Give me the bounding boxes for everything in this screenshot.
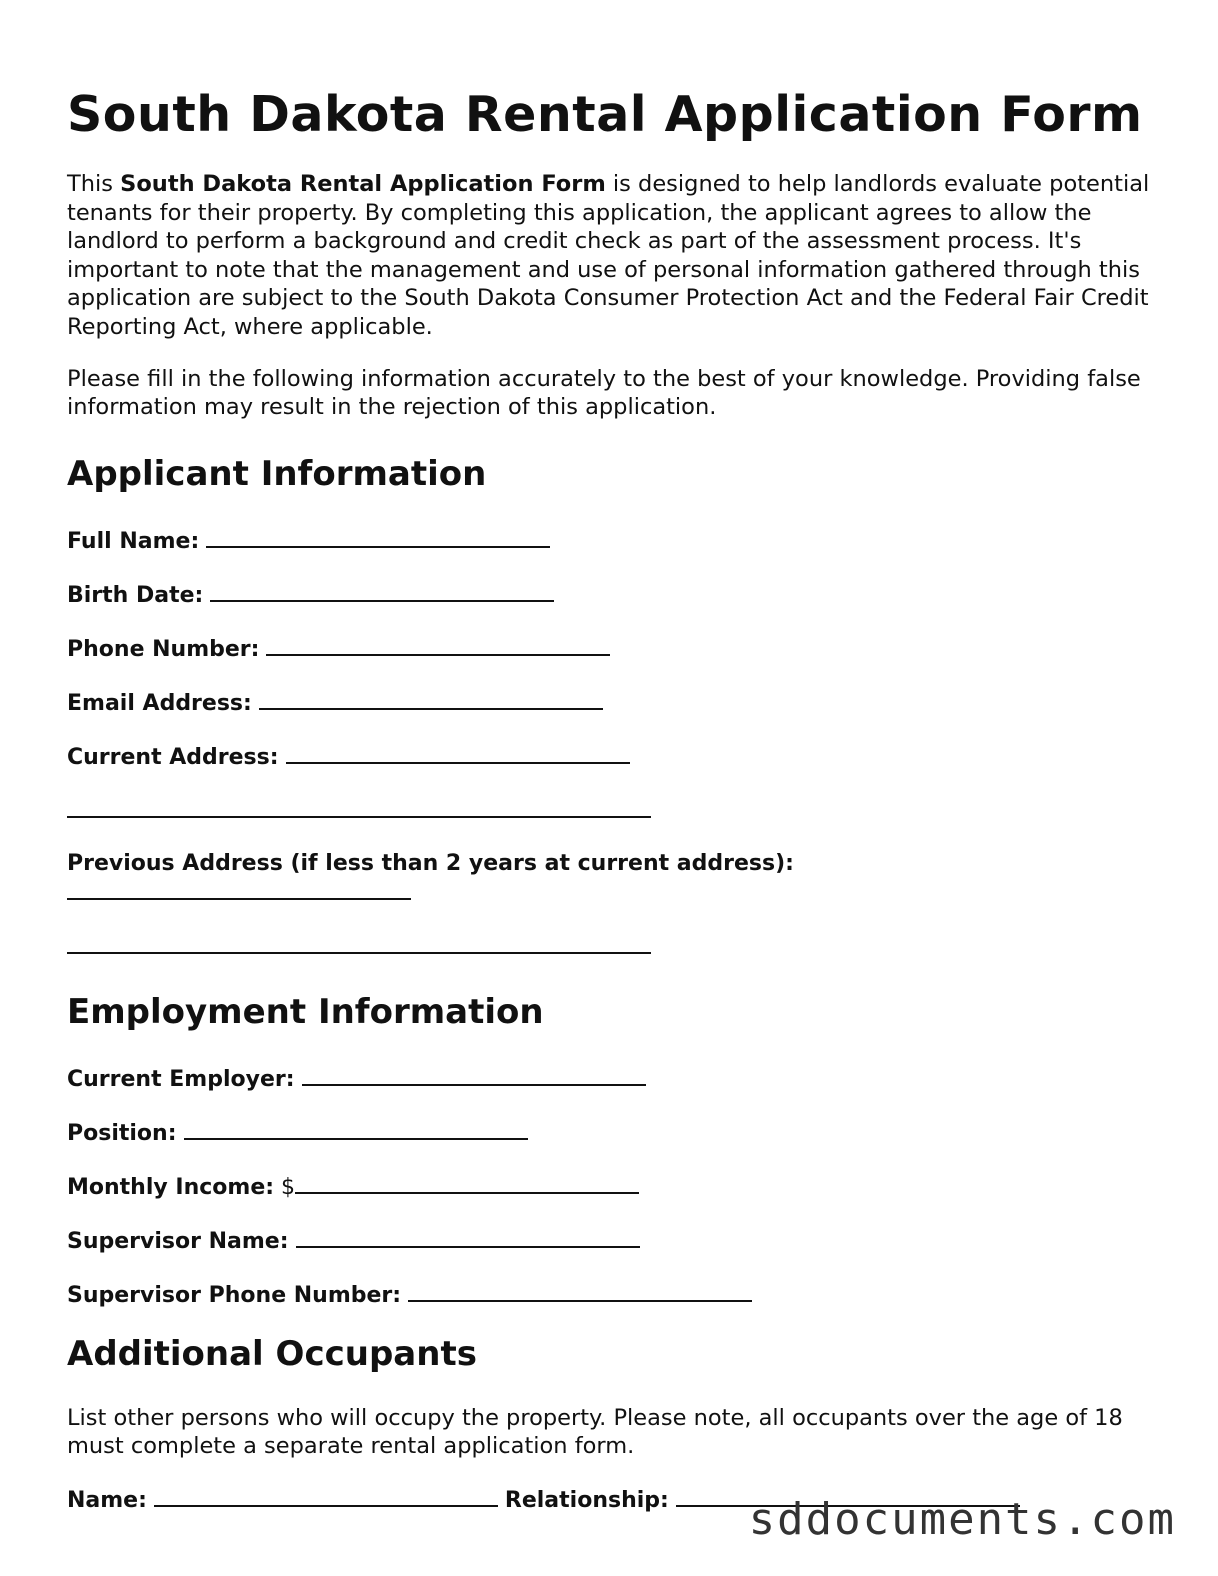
- employment-heading: Employment Information: [67, 991, 544, 1032]
- employer-blank[interactable]: [302, 1064, 646, 1086]
- supervisor-name-field: [67, 1226, 1157, 1256]
- full-name-field: [67, 526, 1157, 556]
- instructions-paragraph: Please fill in the following information accurately to the best of your knowledge. Providing false information may result in the rejection of this application.: [67, 365, 1141, 421]
- income-prefix: $: [281, 1174, 296, 1200]
- supervisor-name-label: Supervisor Name:: [67, 1228, 289, 1254]
- email-label: Email Address:: [67, 690, 252, 716]
- current-address-blank-2[interactable]: [67, 796, 651, 818]
- current-address-label: Current Address:: [67, 744, 279, 770]
- birth-date-field: [67, 580, 1157, 610]
- supervisor-phone-field: [67, 1280, 1157, 1310]
- previous-address-blank-2[interactable]: [67, 932, 651, 954]
- position-label: Position:: [67, 1120, 177, 1146]
- page-title: South Dakota Rental Application Form: [67, 86, 1143, 143]
- previous-address-blank[interactable]: [67, 878, 411, 900]
- relationship-label: Relationship:: [504, 1487, 669, 1513]
- applicant-heading: Applicant Information: [67, 453, 487, 494]
- previous-address-field: [67, 850, 1157, 878]
- previous-address-line2: [67, 932, 1157, 962]
- birth-date-label: Birth Date:: [67, 582, 204, 608]
- intro-lead: This: [67, 171, 121, 197]
- supervisor-phone-label: Supervisor Phone Number:: [67, 1282, 402, 1308]
- occupants-heading: Additional Occupants: [67, 1333, 477, 1374]
- birth-date-blank[interactable]: [210, 580, 554, 602]
- position-field: [67, 1118, 1157, 1148]
- watermark: sddocuments.com: [748, 1494, 1176, 1545]
- supervisor-phone-blank[interactable]: [408, 1280, 752, 1302]
- intro-paragraph: [67, 170, 1157, 342]
- current-address-blank[interactable]: [286, 742, 630, 764]
- previous-address-line1: [67, 878, 1157, 908]
- occupant-name-blank[interactable]: [154, 1485, 498, 1507]
- occupant-name-label: Name:: [67, 1487, 147, 1513]
- email-field: [67, 688, 1157, 718]
- email-blank[interactable]: [259, 688, 603, 710]
- income-field: [67, 1172, 1157, 1202]
- current-address-field: [67, 742, 1157, 772]
- income-label: Monthly Income:: [67, 1174, 275, 1200]
- intro-rest: is designed to help landlords evaluate potential tenants for their property. By completing this application, the applicant agrees to allow the landlord to perform a background and credit check as part of the assessment process. It's important to note that the management and use of personal information gathered through this application are subject to the South Dakota Consumer Protection Act and the Federal Fair Credit Reporting Act, where applicable.: [67, 171, 1150, 340]
- document-page: [67, 84, 1157, 1515]
- supervisor-name-blank[interactable]: [296, 1226, 640, 1248]
- full-name-label: Full Name:: [67, 528, 200, 554]
- current-address-line2: [67, 796, 1157, 826]
- employer-field: [67, 1064, 1157, 1094]
- income-blank[interactable]: [295, 1172, 639, 1194]
- phone-blank[interactable]: [266, 634, 610, 656]
- position-blank[interactable]: [184, 1118, 528, 1140]
- full-name-blank[interactable]: [206, 526, 550, 548]
- occupants-note: List other persons who will occupy the property. Please note, all occupants over the age of 18 must complete a separate rental application form.: [67, 1404, 1123, 1460]
- previous-address-label: Previous Address (if less than 2 years at current address):: [67, 850, 794, 876]
- intro-bold: South Dakota Rental Application Form: [120, 171, 606, 197]
- employer-label: Current Employer:: [67, 1066, 295, 1092]
- phone-label: Phone Number:: [67, 636, 260, 662]
- phone-field: [67, 634, 1157, 664]
